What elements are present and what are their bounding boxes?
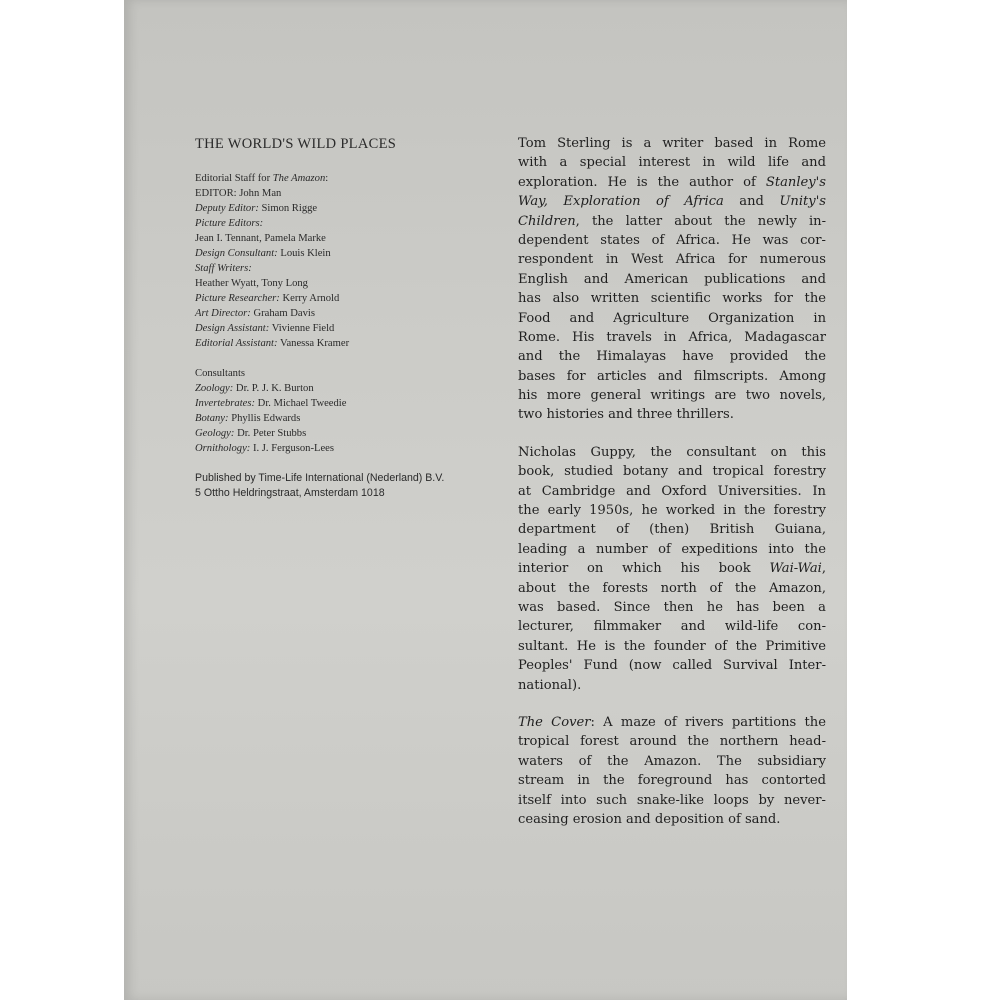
text-line	[518, 250, 826, 269]
text-line	[518, 386, 826, 405]
text-line	[518, 598, 826, 617]
text-span: Food and Agriculture Organization in	[518, 310, 826, 326]
text-span: the early 1950s, he worked in the forestry	[518, 503, 826, 519]
publisher-line: 5 Ottho Heldringstraat, Amsterdam 1018	[195, 487, 385, 499]
paragraph	[518, 134, 826, 425]
consultant-line	[195, 381, 495, 396]
italic-text: Unity's	[779, 194, 827, 210]
staff-line	[195, 261, 495, 276]
staff-role: Deputy Editor:	[195, 203, 259, 214]
text-line	[518, 540, 826, 559]
staff-line	[195, 216, 495, 231]
text-span: bases for articles and filmscripts. Among	[518, 368, 826, 384]
text-span: sultant. He is the founder of the Primitive	[518, 638, 826, 654]
text-line	[518, 443, 826, 462]
paragraph	[518, 443, 826, 695]
staff-name: Louis Klein	[277, 248, 331, 259]
staff-role: Design Assistant:	[195, 323, 270, 334]
text-line	[518, 153, 826, 172]
consultant-field: Geology:	[195, 428, 235, 439]
publisher-line: Published by Time-Life International (Nederland) B.V.	[195, 472, 445, 484]
staff-role: Picture Editors:	[195, 218, 264, 229]
text-line	[518, 637, 826, 656]
text-span: Peoples' Fund (now called Survival Inter-	[518, 658, 826, 674]
text-span: ,	[821, 561, 826, 577]
staff-entry: EDITOR: John Man	[195, 188, 282, 199]
staff-line	[195, 321, 495, 336]
staff-line	[195, 186, 495, 201]
text-line	[518, 482, 826, 501]
text-line	[518, 520, 826, 539]
book-name: The Amazon	[272, 173, 326, 184]
italic-text: Children	[518, 213, 576, 229]
staff-line	[195, 306, 495, 321]
staff-line	[195, 276, 495, 291]
text-line	[518, 231, 826, 250]
consultant-line	[195, 396, 495, 411]
italic-text: The Cover	[518, 714, 591, 730]
text-span: national).	[518, 677, 582, 693]
text-span: book, studied botany and tropical forestry	[518, 464, 826, 480]
text-span: ceasing erosion and deposition of sand.	[518, 811, 781, 827]
text-span: interior on which his book	[518, 561, 770, 577]
staff-name: Heather Wyatt, Tony Long	[195, 278, 308, 289]
paragraph	[518, 713, 826, 829]
text-line	[518, 367, 826, 386]
text-span: and	[723, 194, 780, 210]
text-span: lecturer, filmmaker and wild-life con-	[518, 619, 826, 635]
staff-suffix: :	[325, 173, 329, 184]
staff-role: Editorial Staff for	[195, 173, 273, 184]
italic-text: Stanley's	[765, 174, 826, 190]
text-line	[518, 289, 826, 308]
italic-text: Way, Exploration of Africa	[518, 194, 724, 210]
staff-role: Editorial Assistant:	[195, 338, 278, 349]
text-span: waters of the Amazon. The subsidiary	[518, 753, 826, 769]
text-span: about the forests north of the Amazon,	[518, 580, 826, 596]
text-span: : A maze of rivers partitions the	[590, 714, 826, 730]
consultant-field: Botany:	[195, 413, 229, 424]
text-line	[518, 328, 826, 347]
text-span: two histories and three thrillers.	[518, 407, 734, 423]
text-line	[518, 405, 826, 424]
staff-line	[195, 246, 495, 261]
text-span: respondent in West Africa for numerous	[518, 252, 826, 268]
text-line	[518, 771, 826, 790]
text-span: tropical forest around the northern head-	[518, 734, 826, 750]
text-line	[518, 732, 826, 751]
consultant-name: Phyllis Edwards	[228, 413, 301, 424]
consultant-field: Zoology:	[195, 383, 234, 394]
staff-line	[195, 201, 495, 216]
consultants-list	[195, 381, 495, 456]
text-span: English and American publications and	[518, 271, 826, 287]
staff-role: Art Director:	[195, 308, 251, 319]
text-line	[518, 347, 826, 366]
text-line	[518, 212, 826, 231]
text-line	[518, 192, 826, 211]
consultant-line	[195, 426, 495, 441]
text-span: exploration. He is the author of	[518, 174, 766, 190]
staff-name: Vanessa Kramer	[277, 338, 350, 349]
consultant-field: Invertebrates:	[195, 398, 256, 409]
publisher-info	[195, 471, 495, 501]
text-span: his more general writings are two novels,	[518, 388, 826, 404]
staff-role: Staff Writers:	[195, 263, 252, 274]
text-line	[518, 309, 826, 328]
staff-line	[195, 336, 495, 351]
series-title: THE WORLD'S WILD PLACES	[195, 136, 397, 152]
text-line	[518, 810, 826, 829]
text-line	[518, 676, 826, 695]
staff-name: Vivienne Field	[269, 323, 335, 334]
text-span: , the latter about the newly in-	[575, 213, 826, 229]
text-line	[518, 559, 826, 578]
text-line	[518, 462, 826, 481]
text-span: stream in the foreground has contorted	[518, 773, 826, 789]
staff-line	[195, 171, 495, 186]
staff-role: Picture Researcher:	[195, 293, 280, 304]
text-span: with a special interest in wild life and	[518, 155, 826, 171]
consultants-heading: Consultants	[195, 368, 246, 379]
staff-name: Graham Davis	[250, 308, 315, 319]
consultant-field: Ornithology:	[195, 443, 251, 454]
text-span: Tom Sterling is a writer based in Rome	[518, 136, 826, 151]
text-span: department of (then) British Guiana,	[518, 522, 826, 538]
text-line	[518, 134, 826, 153]
text-line	[518, 501, 826, 520]
text-line	[518, 579, 826, 598]
text-line	[518, 752, 826, 771]
text-line	[518, 791, 826, 810]
consultant-name: Dr. P. J. K. Burton	[233, 383, 314, 394]
staff-line	[195, 231, 495, 246]
text-span: has also written scientific works for the	[518, 291, 826, 307]
staff-line	[195, 291, 495, 306]
editorial-staff-list	[195, 171, 495, 351]
consultant-name: Dr. Peter Stubbs	[234, 428, 307, 439]
staff-name: Simon Rigge	[258, 203, 318, 214]
text-span: and the Himalayas have provided the	[518, 349, 826, 365]
text-line	[518, 173, 826, 192]
consultant-name: I. J. Ferguson-Lees	[250, 443, 334, 454]
consultant-name: Dr. Michael Tweedie	[255, 398, 347, 409]
text-line	[518, 270, 826, 289]
text-span: at Cambridge and Oxford Universities. In	[518, 483, 826, 499]
text-line	[518, 713, 826, 732]
text-span: itself into such snake-like loops by never-	[518, 792, 826, 808]
biography-column	[518, 134, 826, 829]
staff-name: Kerry Arnold	[279, 293, 340, 304]
staff-role: Design Consultant:	[195, 248, 278, 259]
text-span: dependent states of Africa. He was cor-	[518, 232, 826, 248]
text-span: leading a number of expeditions into the	[518, 541, 826, 557]
italic-text: Wai-Wai	[769, 561, 822, 577]
credits-column	[195, 135, 495, 501]
text-span: Nicholas Guppy, the consultant on this	[518, 444, 826, 460]
text-line	[518, 617, 826, 636]
text-line	[518, 656, 826, 675]
consultant-line	[195, 411, 495, 426]
text-span: Rome. His travels in Africa, Madagascar	[518, 329, 826, 345]
staff-name: Jean I. Tennant, Pamela Marke	[195, 233, 326, 244]
text-span: was based. Since then he has been a	[518, 599, 826, 615]
consultant-line	[195, 441, 495, 456]
